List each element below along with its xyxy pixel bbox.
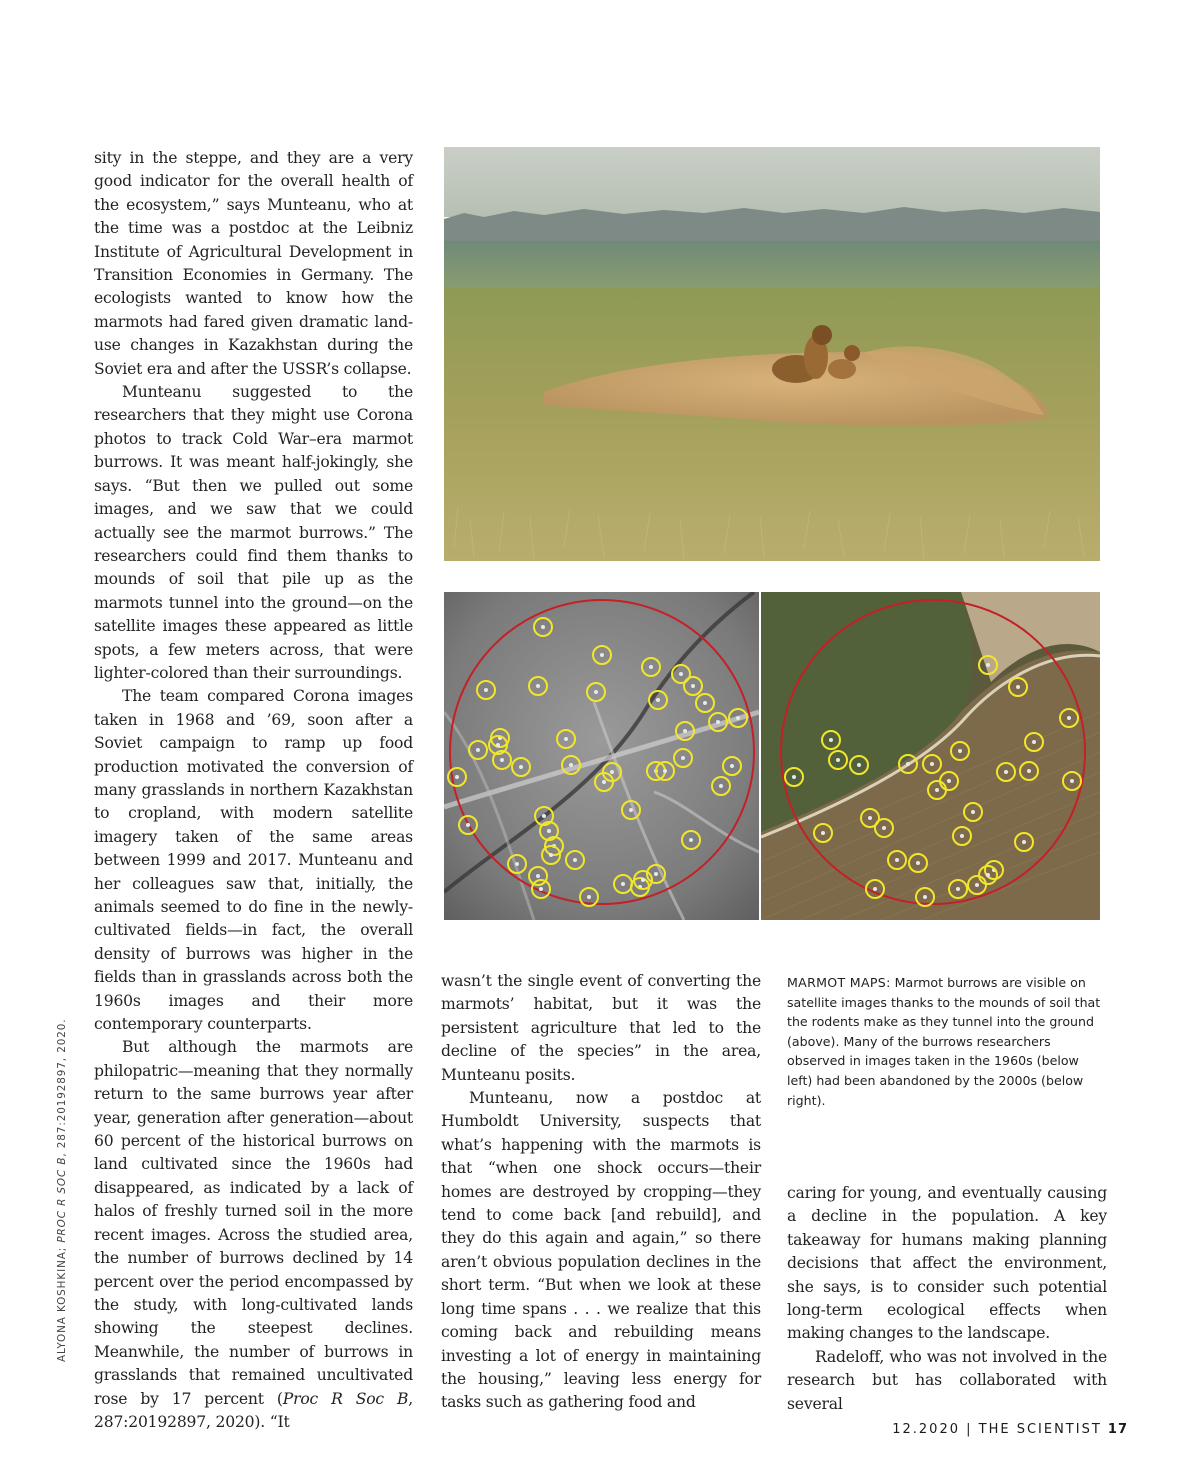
satellite-image-1960s <box>444 592 759 920</box>
burrow-spot <box>716 720 720 724</box>
burrow-spot <box>519 765 523 769</box>
burrow-spot <box>564 737 568 741</box>
credit-text: ALYONA KOSHKINA; <box>56 1242 68 1362</box>
burrow-spot <box>621 882 625 886</box>
figure-caption <box>787 973 1107 1110</box>
burrow-spot <box>663 769 667 773</box>
text-run: , 287:20192897, 2020). “It <box>94 1389 414 1431</box>
citation-journal: Proc R Soc B <box>282 1389 409 1408</box>
burrow-spot <box>857 763 861 767</box>
paragraph: caring for young, and eventually causing a decline in the population. A key takeaway for humans making planning decisions that affect the environment, she says, is to consider such potential long-term ecological effects when making changes to the landscape. <box>787 1184 1107 1343</box>
burrow-spot <box>649 665 653 669</box>
burrow-spot <box>821 831 825 835</box>
burrow-spot <box>1027 769 1031 773</box>
burrow-spot <box>573 858 577 862</box>
burrow-spot <box>610 770 614 774</box>
page-number: 17 <box>1107 1422 1128 1437</box>
burrow-spot <box>691 684 695 688</box>
article-column-left <box>94 147 413 1434</box>
caption-heading: MARMOT MAPS: <box>787 975 891 990</box>
issue-label: 12.2020 | THE SCIENTIST <box>892 1422 1108 1437</box>
burrow-spot <box>882 826 886 830</box>
burrow-spot <box>895 858 899 862</box>
burrow-spot <box>629 808 633 812</box>
burrow-spot <box>547 829 551 833</box>
paragraph: Radeloff, who was not involved in the research but has collaborated with several <box>787 1347 1107 1413</box>
burrow-spot <box>868 816 872 820</box>
burrow-spot <box>515 862 519 866</box>
burrow-spot <box>923 895 927 899</box>
burrow-spot <box>542 814 546 818</box>
burrow-spot <box>1032 740 1036 744</box>
burrow-spot <box>683 729 687 733</box>
burrow-spot <box>476 748 480 752</box>
burrow-spot <box>641 878 645 882</box>
burrow-spot <box>549 853 553 857</box>
burrow-spot <box>958 749 962 753</box>
burrow-spot <box>536 684 540 688</box>
paragraph: The team compared Corona images taken in 1968 and ’69, soon after a Soviet campaign to ramp up food production motivated the conversion of many grasslands in northern Kazakhstan to cropland, with modern satellite imagery taken of the same areas between 1999 and 2017. Munteanu and her colleagues saw that, initially, the animals seemed to do fine in the newly-cultivated fields—in fact, the overall density of burrows was higher in the fields than in grasslands across both the 1960s images and their more contemporary counterparts. <box>94 687 413 1034</box>
burrow-spot <box>689 838 693 842</box>
burrow-spot <box>455 775 459 779</box>
burrow-spot <box>947 779 951 783</box>
burrow-spot <box>484 688 488 692</box>
burrow-spot <box>956 887 960 891</box>
burrow-spot <box>1004 770 1008 774</box>
burrow-spot <box>496 743 500 747</box>
burrow-spot <box>930 762 934 766</box>
burrow-spot <box>539 887 543 891</box>
burrow-spot <box>654 872 658 876</box>
text-run: But although the marmots are philopatric—meaning that they normally return to the same burrows year after year, generation after generation—about 60 percent of the historical burrows on land cultivated since the 1960s had disappeared, as indicated by a lack of halos of freshly turned soil in the more recent images. Across the studied area, the number of burrows declined by 14 percent over the period encompassed by the study, with long-cultivated lands showing the steepest declines. Meanwhile, the number of burrows in grasslands that remained uncultivated rose by 17 percent ( <box>94 1038 413 1408</box>
burrow-spot <box>1022 840 1026 844</box>
credit-text: , 287:20192897, 2020. <box>56 1018 68 1157</box>
paragraph: wasn’t the single event of converting the marmots’ habitat, but it was the persistent agriculture that led to the decline of the species” in the area, Munteanu posits. <box>441 972 761 1084</box>
burrow-spot <box>836 758 840 762</box>
burrow-spot <box>916 861 920 865</box>
burrow-spot <box>500 758 504 762</box>
page-footer <box>892 1422 1128 1437</box>
burrow-spot <box>569 763 573 767</box>
burrow-spot <box>986 663 990 667</box>
burrow-spot <box>679 672 683 676</box>
burrow-spot <box>906 762 910 766</box>
burrow-spot <box>600 653 604 657</box>
burrow-spot <box>602 780 606 784</box>
burrow-spot <box>681 756 685 760</box>
burrow-spot <box>960 834 964 838</box>
burrow-spot <box>536 874 540 878</box>
burrow-spot <box>587 895 591 899</box>
burrow-spot <box>1016 685 1020 689</box>
paragraph: Munteanu suggested to the researchers that they might use Corona photos to track Cold War–era marmot burrows. It was meant half-jokingly, she says. “But then we pulled out some images, and we saw that we could actually see the marmot burrows.” The researchers could find them thanks to mounds of soil that pile up as the marmots tunnel into the ground—on the satellite images these appeared as little spots, a few meters across, that were lighter-colored than their surroundings. <box>94 383 413 682</box>
burrow-spot <box>873 887 877 891</box>
photo-credit <box>56 1019 68 1362</box>
burrow-spot <box>975 883 979 887</box>
paragraph <box>94 1036 413 1434</box>
marmot-photo <box>444 147 1100 561</box>
burrow-spot <box>703 701 707 705</box>
paragraph: sity in the steppe, and they are a very good indicator for the overall health of the ecosystem,” says Munteanu, who at the time was a postdoc at the Leibniz Institute of Agricultural Development in Transition Economies in Germany. The ecologists wanted to know how the marmots had fared given dramatic land-use changes in Kazakhstan during the Soviet era and after the USSR’s collapse. <box>94 149 413 378</box>
burrow-spot <box>971 810 975 814</box>
article-column-right <box>787 1182 1107 1416</box>
burrow-spot <box>730 764 734 768</box>
burrow-spot <box>541 625 545 629</box>
burrow-spot <box>986 873 990 877</box>
burrow-spot <box>736 716 740 720</box>
burrow-spot <box>594 690 598 694</box>
burrow-spot <box>935 788 939 792</box>
burrow-spot <box>1070 779 1074 783</box>
burrow-spot <box>466 823 470 827</box>
burrow-spot <box>792 775 796 779</box>
burrow-spot <box>656 698 660 702</box>
paragraph: Munteanu, now a postdoc at Humboldt University, suspects that what’s happening with the marmots is that “when one shock occurs—their homes are destroyed by cropping—they tend to come back [and rebuild], and they do this again and again,” so there aren’t obvious population declines in the short term. “But when we look at these long time spans . . . we realize that this coming back and rebuilding means investing a lot of energy in maintaining the housing,” leaving less energy for tasks such as gathering food and <box>441 1089 761 1412</box>
satellite-image-2000s <box>761 592 1100 920</box>
burrow-spot <box>1067 716 1071 720</box>
burrow-spot <box>829 738 833 742</box>
caption-body: Marmot burrows are visible on satellite images thanks to the mounds of soil that the rodents make as they tunnel into the ground (above). Many of the burrows researchers observed in images taken in the 1960s (below left) had been abandoned by the 2000s (below right). <box>787 975 1101 1108</box>
article-column-middle <box>441 970 761 1415</box>
burrow-spot <box>719 784 723 788</box>
credit-citation: PROC R SOC B <box>56 1156 68 1243</box>
